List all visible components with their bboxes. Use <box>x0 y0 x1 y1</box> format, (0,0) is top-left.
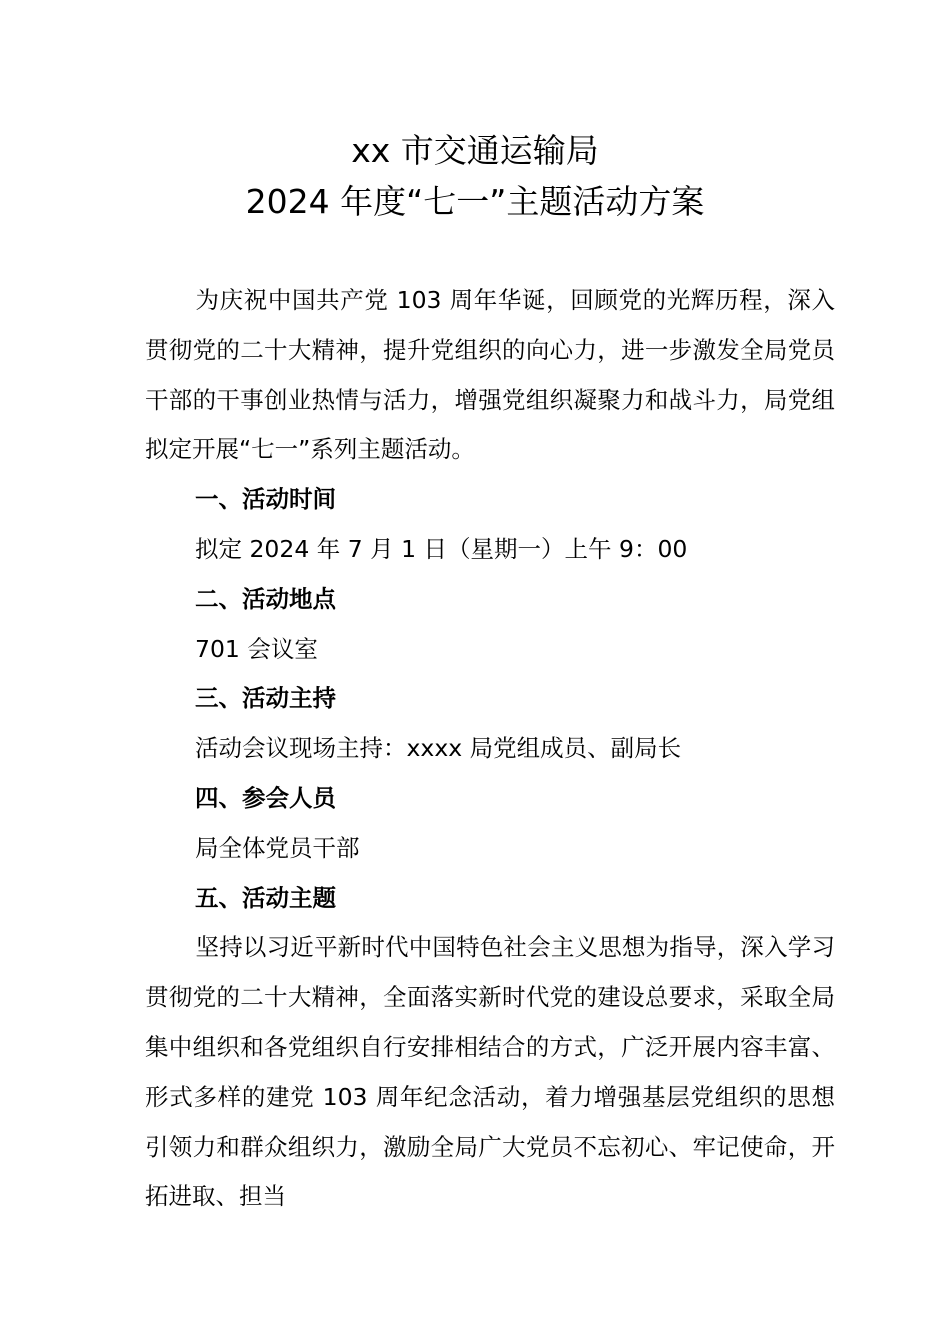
section-heading-host: 三、活动主持 <box>195 684 336 713</box>
document-title-line1: xx 市交通运输局 <box>351 131 599 170</box>
section-heading-attendees: 四、参会人员 <box>195 783 336 812</box>
document-title-line2: 2024 年度“七一”主题活动方案 <box>245 182 705 221</box>
intro-paragraph: 为庆祝中国共产党 103 周年华诞，回顾党的光辉历程，深入贯彻党的二十大精神，提升党组织的向心力，进一步激发全局党员干部的干事创业热情与活力，增强党组织凝聚力和战斗力，局党组拟定开展“七一”系列主题活动。 <box>145 286 835 464</box>
section-content-time: 拟定 2024 年 7 月 1 日（星期一）上午 9：00 <box>195 534 688 563</box>
section-heading-location: 二、活动地点 <box>195 584 336 613</box>
section-heading-theme: 五、活动主题 <box>195 883 336 912</box>
section-content-theme: 坚持以习近平新时代中国特色社会主义思想为指导，深入学习贯彻党的二十大精神，全面落实新时代党的建设总要求，采取全局集中组织和各党组织自行安排相结合的方式，广泛开展内容丰富、形式多样的建党 103 周年纪念活动，着力增强基层党组织的思想引领力和群众组织力，激励全局广大党员不忘初心、牢记使命，开拓进取、担当 <box>145 933 835 1211</box>
section-content-host: 活动会议现场主持：xxxx 局党组成员、副局长 <box>195 734 682 763</box>
document-body <box>145 276 835 1222</box>
section-content-attendees: 局全体党员干部 <box>195 833 360 862</box>
section-heading-time: 一、活动时间 <box>195 485 336 514</box>
section-content-location: 701 会议室 <box>195 634 318 663</box>
